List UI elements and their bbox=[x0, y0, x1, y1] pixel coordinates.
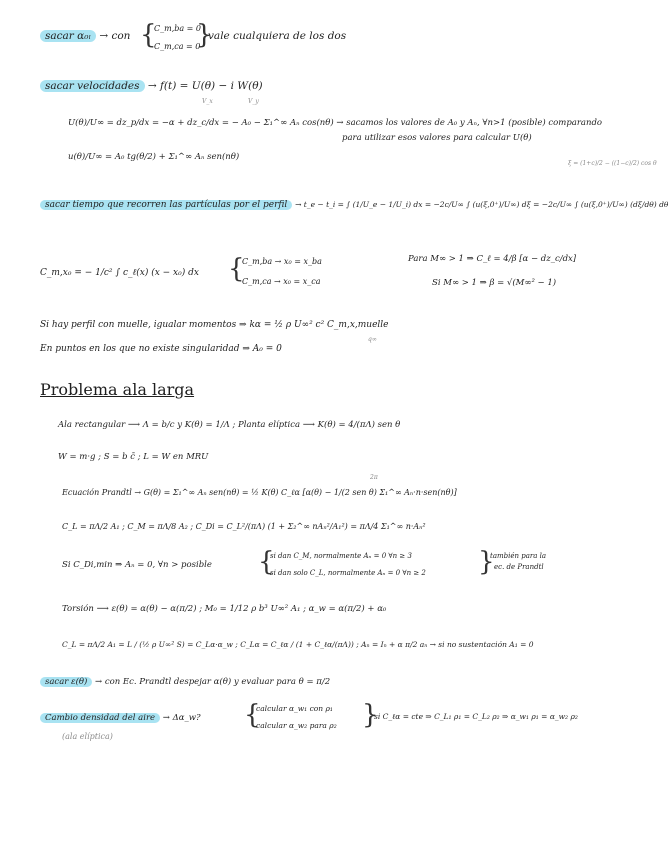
case-line: C_m,ba = 0 bbox=[154, 24, 202, 33]
case-line: calcular α_w₁ con ρ₁ bbox=[256, 704, 333, 713]
case-line: C_m,ca = 0 bbox=[154, 42, 201, 51]
equation-line: Ecuación Prandtl → G(θ) = Σ₁^∞ Aₙ sen(nθ) = ½ K(θ) C_ℓα [α(θ) − 1/(2 sen θ) Σ₁^∞ Aₙ·n·sen(nθ)] bbox=[62, 488, 457, 497]
side-note: 2π bbox=[370, 474, 378, 481]
equation-line: U(θ)/U∞ = dz_p/dx = −α + dz_c/dx = − A₀ − Σ₁^∞ Aₙ cos(nθ) → sacamos los valores de A₀ y Aₙ, ∀n>1 (posible) comparando bbox=[68, 118, 603, 128]
note-line-8: En puntos en los que no existe singularidad ⇒ A₀ = 0 bbox=[40, 344, 282, 354]
brace-close-icon: } bbox=[478, 547, 495, 577]
equation-line: W = m·g ; S = b c̄ ; L = W en MRU bbox=[58, 452, 209, 462]
section-heading: Problema ala larga bbox=[40, 380, 195, 399]
equation-line: para utilizar esos valores para calcular U(θ) bbox=[342, 133, 532, 143]
note-line-1 bbox=[40, 30, 130, 43]
note-text: → con bbox=[99, 30, 131, 42]
brace-icon: { bbox=[258, 547, 275, 577]
equation-line: Para M∞ > 1 ⇒ C_ℓ = 4/β [α − dz_c/dx] bbox=[408, 254, 577, 264]
side-note: ξ = (1+c)/2 − ((1−c)/2) cos θ bbox=[568, 160, 657, 167]
brace-icon: { bbox=[228, 254, 245, 284]
note-text: → Δα_w? bbox=[162, 713, 201, 723]
note-line-r8 bbox=[40, 676, 330, 689]
side-note: también para la bbox=[490, 552, 547, 560]
underbrace-label: V_x bbox=[202, 98, 213, 105]
highlight-label: sacar α₀ₗ bbox=[40, 30, 96, 42]
case-line: calcular α_w₂ para ρ₂ bbox=[256, 721, 337, 730]
underbrace-label: q∞ bbox=[368, 336, 377, 343]
case-line: si dan solo C_L, normalmente Aₙ = 0 ∀n ≥ 2 bbox=[270, 569, 426, 577]
equation-line: Ala rectangular ⟶ Λ = b/c y K(θ) = 1/Λ ; Planta elíptica ⟶ K(θ) = 4/(πΛ) sen θ bbox=[58, 420, 401, 430]
case-line: C_m,ba → x₀ = x_ba bbox=[242, 257, 322, 266]
side-note: si C_ℓα = cte ⇒ C_L₁ ρ₁ = C_L₂ ρ₂ ⇒ α_w₁ ρ₁ = α_w₂ ρ₂ bbox=[374, 712, 578, 721]
highlight-label: sacar tiempo que recorren las partículas por el perfil bbox=[40, 200, 292, 210]
equation-line: C_L = πΛ/2 A₁ ; C_M = πΛ/8 A₂ ; C_Di = C_L²/(πΛ) (1 + Σ₂^∞ nAₙ²/A₁²) = πΛ/4 Σ₁^∞ n·Aₙ² bbox=[62, 522, 426, 531]
note-text: → con Ec. Prandtl despejar α(θ) y evaluar para θ = π/2 bbox=[95, 677, 331, 687]
equation-line: Si C_Di,min ⇒ Aₙ = 0, ∀n > posible bbox=[62, 560, 212, 570]
brace-close-icon: } bbox=[196, 20, 213, 50]
note-line-2 bbox=[40, 80, 263, 93]
equation-line: Si M∞ > 1 ⇒ β = √(M∞² − 1) bbox=[432, 278, 557, 288]
highlight-label: sacar velocidades bbox=[40, 80, 145, 92]
side-note: (ala elíptica) bbox=[62, 732, 113, 741]
note-line-7: Si hay perfil con muelle, igualar momentos ⇒ kα = ½ ρ U∞² c² C_m,x,muelle bbox=[40, 320, 389, 330]
note-text: → f(t) = U(θ) − i W(θ) bbox=[147, 80, 263, 92]
case-line: si dan C_M, normalmente Aₙ = 0 ∀n ≥ 3 bbox=[270, 552, 412, 560]
note-line-r9 bbox=[40, 712, 201, 725]
note-line-5 bbox=[40, 198, 668, 212]
brace-icon: { bbox=[140, 20, 157, 50]
side-note: ec. de Prandtl bbox=[494, 563, 544, 571]
brace-icon: { bbox=[244, 700, 261, 730]
equation-line: C_m,x₀ = − 1/c² ∫ c_ℓ(x) (x − x₀) dx bbox=[40, 268, 199, 278]
note-text: → t_e − t_i = ∫ (1/U_e − 1/U_i) dx = −2c/U∞ ∫ (u(ξ,0⁺)/U∞) dξ = −2c/U∞ ∫ (u(ξ,0⁺)/U∞) (dξ/dθ) dθ bbox=[295, 200, 668, 209]
equation-line: C_L = πΛ/2 A₁ = L / (½ ρ U∞² S) = C_Lα·α_w ; C_Lα = C_ℓα / (1 + C_ℓα/(πΛ)) ; Aₙ = Iₙ + α π/2 aₙ → si no sustentación A₁ = 0 bbox=[62, 640, 534, 649]
note-text: vale cualquiera de los dos bbox=[208, 30, 347, 42]
brace-close-icon: } bbox=[362, 700, 379, 730]
case-line: C_m,ca → x₀ = x_ca bbox=[242, 277, 321, 286]
highlight-label: sacar ε(θ) bbox=[40, 677, 92, 687]
equation-line: Torsión ⟶ ε(θ) = α(θ) − α(π/2) ; M₀ = 1/12 ρ b³ U∞² A₁ ; α_w = α(π/2) + α₀ bbox=[62, 604, 387, 614]
underbrace-label: V_y bbox=[248, 98, 259, 105]
equation-line: u(θ)/U∞ = A₀ tg(θ/2) + Σ₁^∞ Aₙ sen(nθ) bbox=[68, 152, 240, 162]
highlight-label: Cambio densidad del aire bbox=[40, 713, 160, 723]
